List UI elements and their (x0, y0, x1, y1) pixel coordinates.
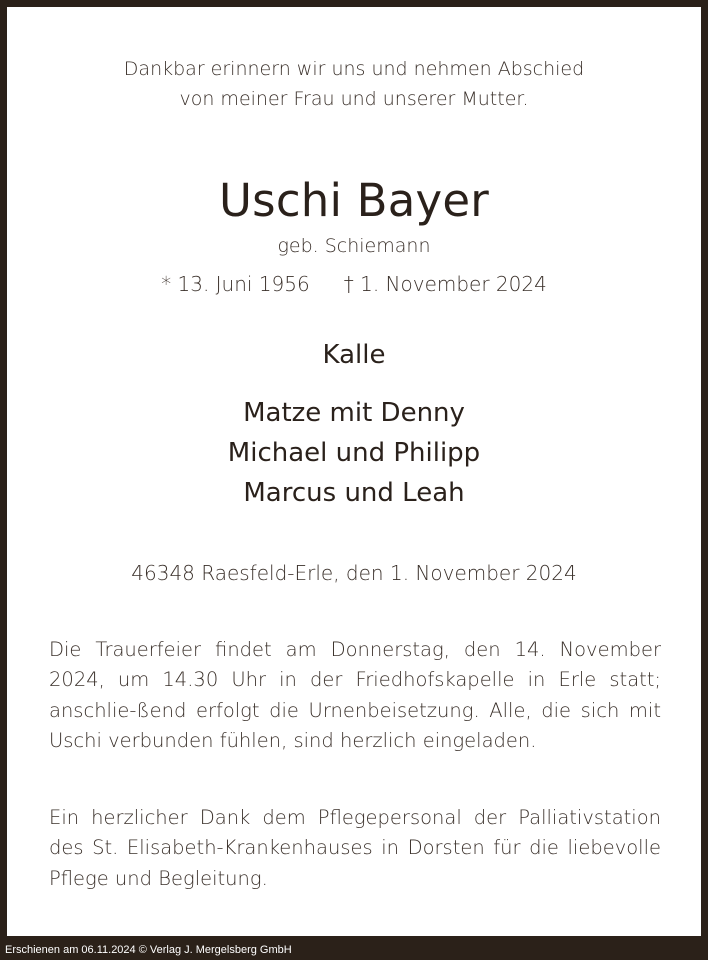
thanks-paragraph: Ein herzlicher Dank dem Pflegepersonal der Palliativstation des St. Elisabeth-Krankenhauses in Dorsten für die liebevolle Pflege und Begleitung. (49, 806, 661, 890)
birth-name: geb. Schiemann (277, 235, 431, 257)
intro-line-2: von meiner Frau und unserer Mutter. (179, 88, 529, 110)
mourner-child: Matze mit Denny (243, 398, 465, 428)
death-date: † 1. November 2024 (343, 272, 547, 296)
intro-line-1: Dankbar erinnern wir uns und nehmen Abschied (123, 58, 585, 80)
mourner-child: Marcus und Leah (243, 478, 465, 508)
place-and-date: 46348 Raesfeld-Erle, den 1. November 2024 (131, 561, 577, 585)
life-dates (7, 271, 701, 297)
deceased-name: Uschi Bayer (219, 174, 489, 227)
mourner-spouse: Kalle (322, 340, 386, 370)
mourner-child: Michael und Philipp (227, 438, 481, 468)
funeral-info-paragraph: Die Trauerfeier findet am Donnerstag, den 14. November 2024, um 14.30 Uhr in der Friedhofskapelle in Erle statt; anschlie-ßend erfolgt die Urnenbeisetzung. Alle, die sich mit Uschi verbunden fühlen, sind herzlich eingeladen. (49, 638, 661, 752)
publication-footer: Erschienen am 06.11.2024 © Verlag J. Mergelsberg GmbH (5, 944, 292, 956)
obituary-notice (7, 7, 701, 936)
birth-date: * 13. Juni 1956 (161, 272, 310, 296)
